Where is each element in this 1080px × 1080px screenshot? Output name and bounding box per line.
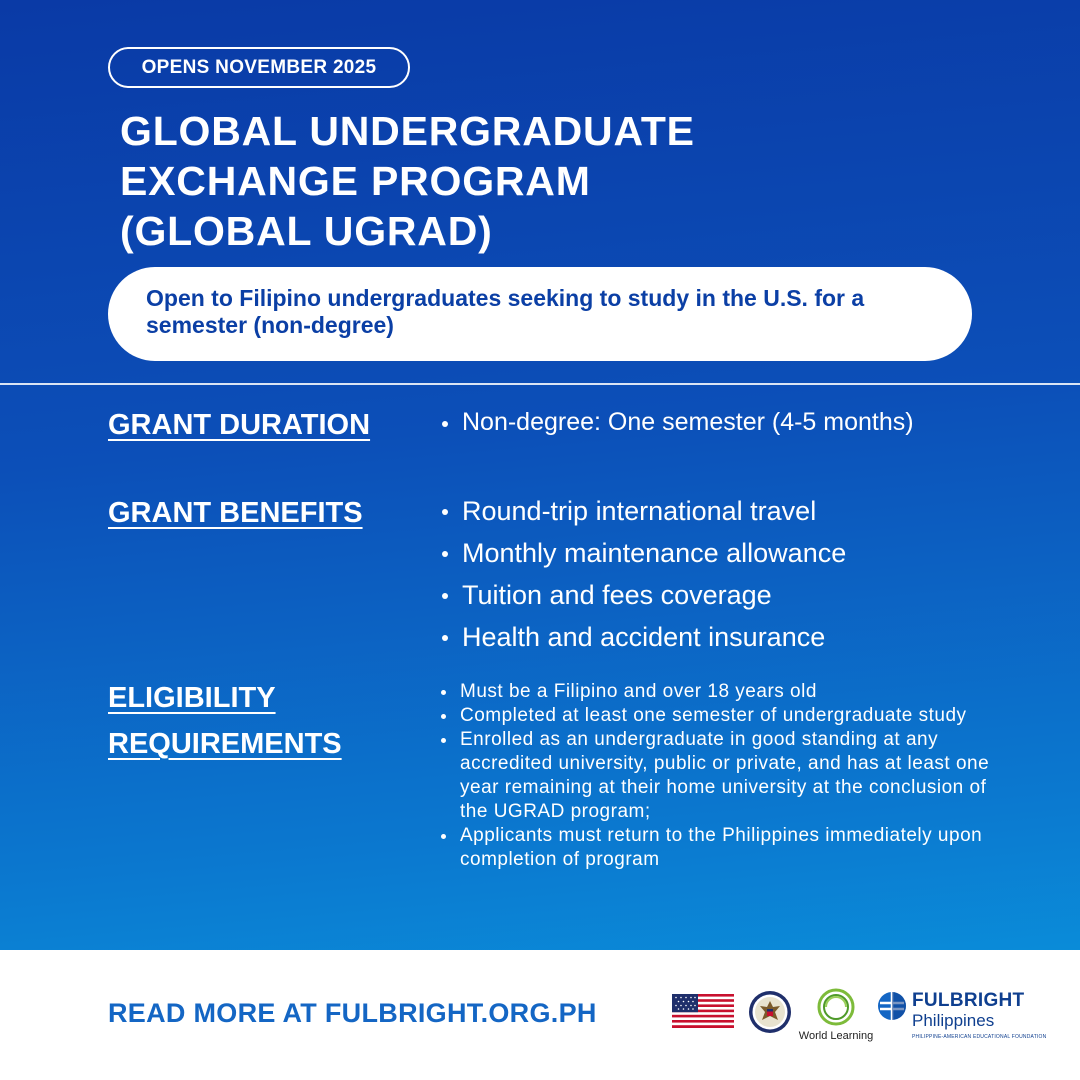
grant-benefits-label: GRANT BENEFITS (108, 497, 363, 529)
list-item: Must be a Filipino and over 18 years old (436, 680, 996, 704)
world-learning-icon (790, 988, 882, 1028)
list-item: Completed at least one semester of undergraduate study (436, 704, 996, 728)
list-item: Health and accident insurance (438, 616, 998, 658)
grant-duration-list (438, 404, 938, 441)
state-department-seal-icon (748, 990, 792, 1034)
us-flag-icon (672, 994, 734, 1028)
fulbright-logo (874, 990, 1054, 1046)
list-item: Tuition and fees coverage (438, 574, 998, 616)
list-item: Applicants must return to the Philippines immediately upon completion of program (436, 824, 996, 872)
read-more-link[interactable]: READ MORE AT FULBRIGHT.ORG.PH (108, 998, 597, 1028)
title-line: EXCHANGE PROGRAM (120, 158, 591, 204)
world-learning-label: World Learning (798, 1030, 874, 1042)
eligibility-label (108, 675, 342, 767)
fulbright-globe-icon (876, 990, 908, 1022)
list-item: Monthly maintenance allowance (438, 532, 998, 574)
grant-duration-label: GRANT DURATION (108, 409, 371, 441)
divider (0, 383, 1080, 385)
program-title (120, 106, 880, 256)
fulbright-name: FULBRIGHT (912, 990, 1025, 1011)
intro-box (108, 267, 972, 361)
fulbright-country: Philippines (912, 1011, 995, 1030)
title-line: (GLOBAL UGRAD) (120, 208, 493, 254)
eligibility-label-line: REQUIREMENTS (108, 728, 342, 760)
intro-text: Open to Filipino undergraduates seeking to study in the U.S. for a semester (non-degree) (146, 285, 865, 338)
eligibility-list (436, 680, 996, 872)
eligibility-label-line: ELIGIBILITY (108, 682, 276, 714)
list-item: Non-degree: One semester (4-5 months) (438, 404, 938, 441)
world-learning-logo (790, 988, 882, 1048)
list-item: Round-trip international travel (438, 490, 998, 532)
footer (0, 950, 1080, 1080)
grant-benefits-list (438, 490, 998, 658)
fulbright-tagline: PHILIPPINE-AMERICAN EDUCATIONAL FOUNDATION (912, 1034, 1047, 1040)
opens-badge: OPENS NOVEMBER 2025 (108, 47, 410, 88)
title-line: GLOBAL UNDERGRADUATE (120, 108, 695, 154)
list-item: Enrolled as an undergraduate in good standing at any accredited university, public or private, and has at least one year remaining at their home university at the conclusion of the UGRAD program; (436, 728, 996, 824)
